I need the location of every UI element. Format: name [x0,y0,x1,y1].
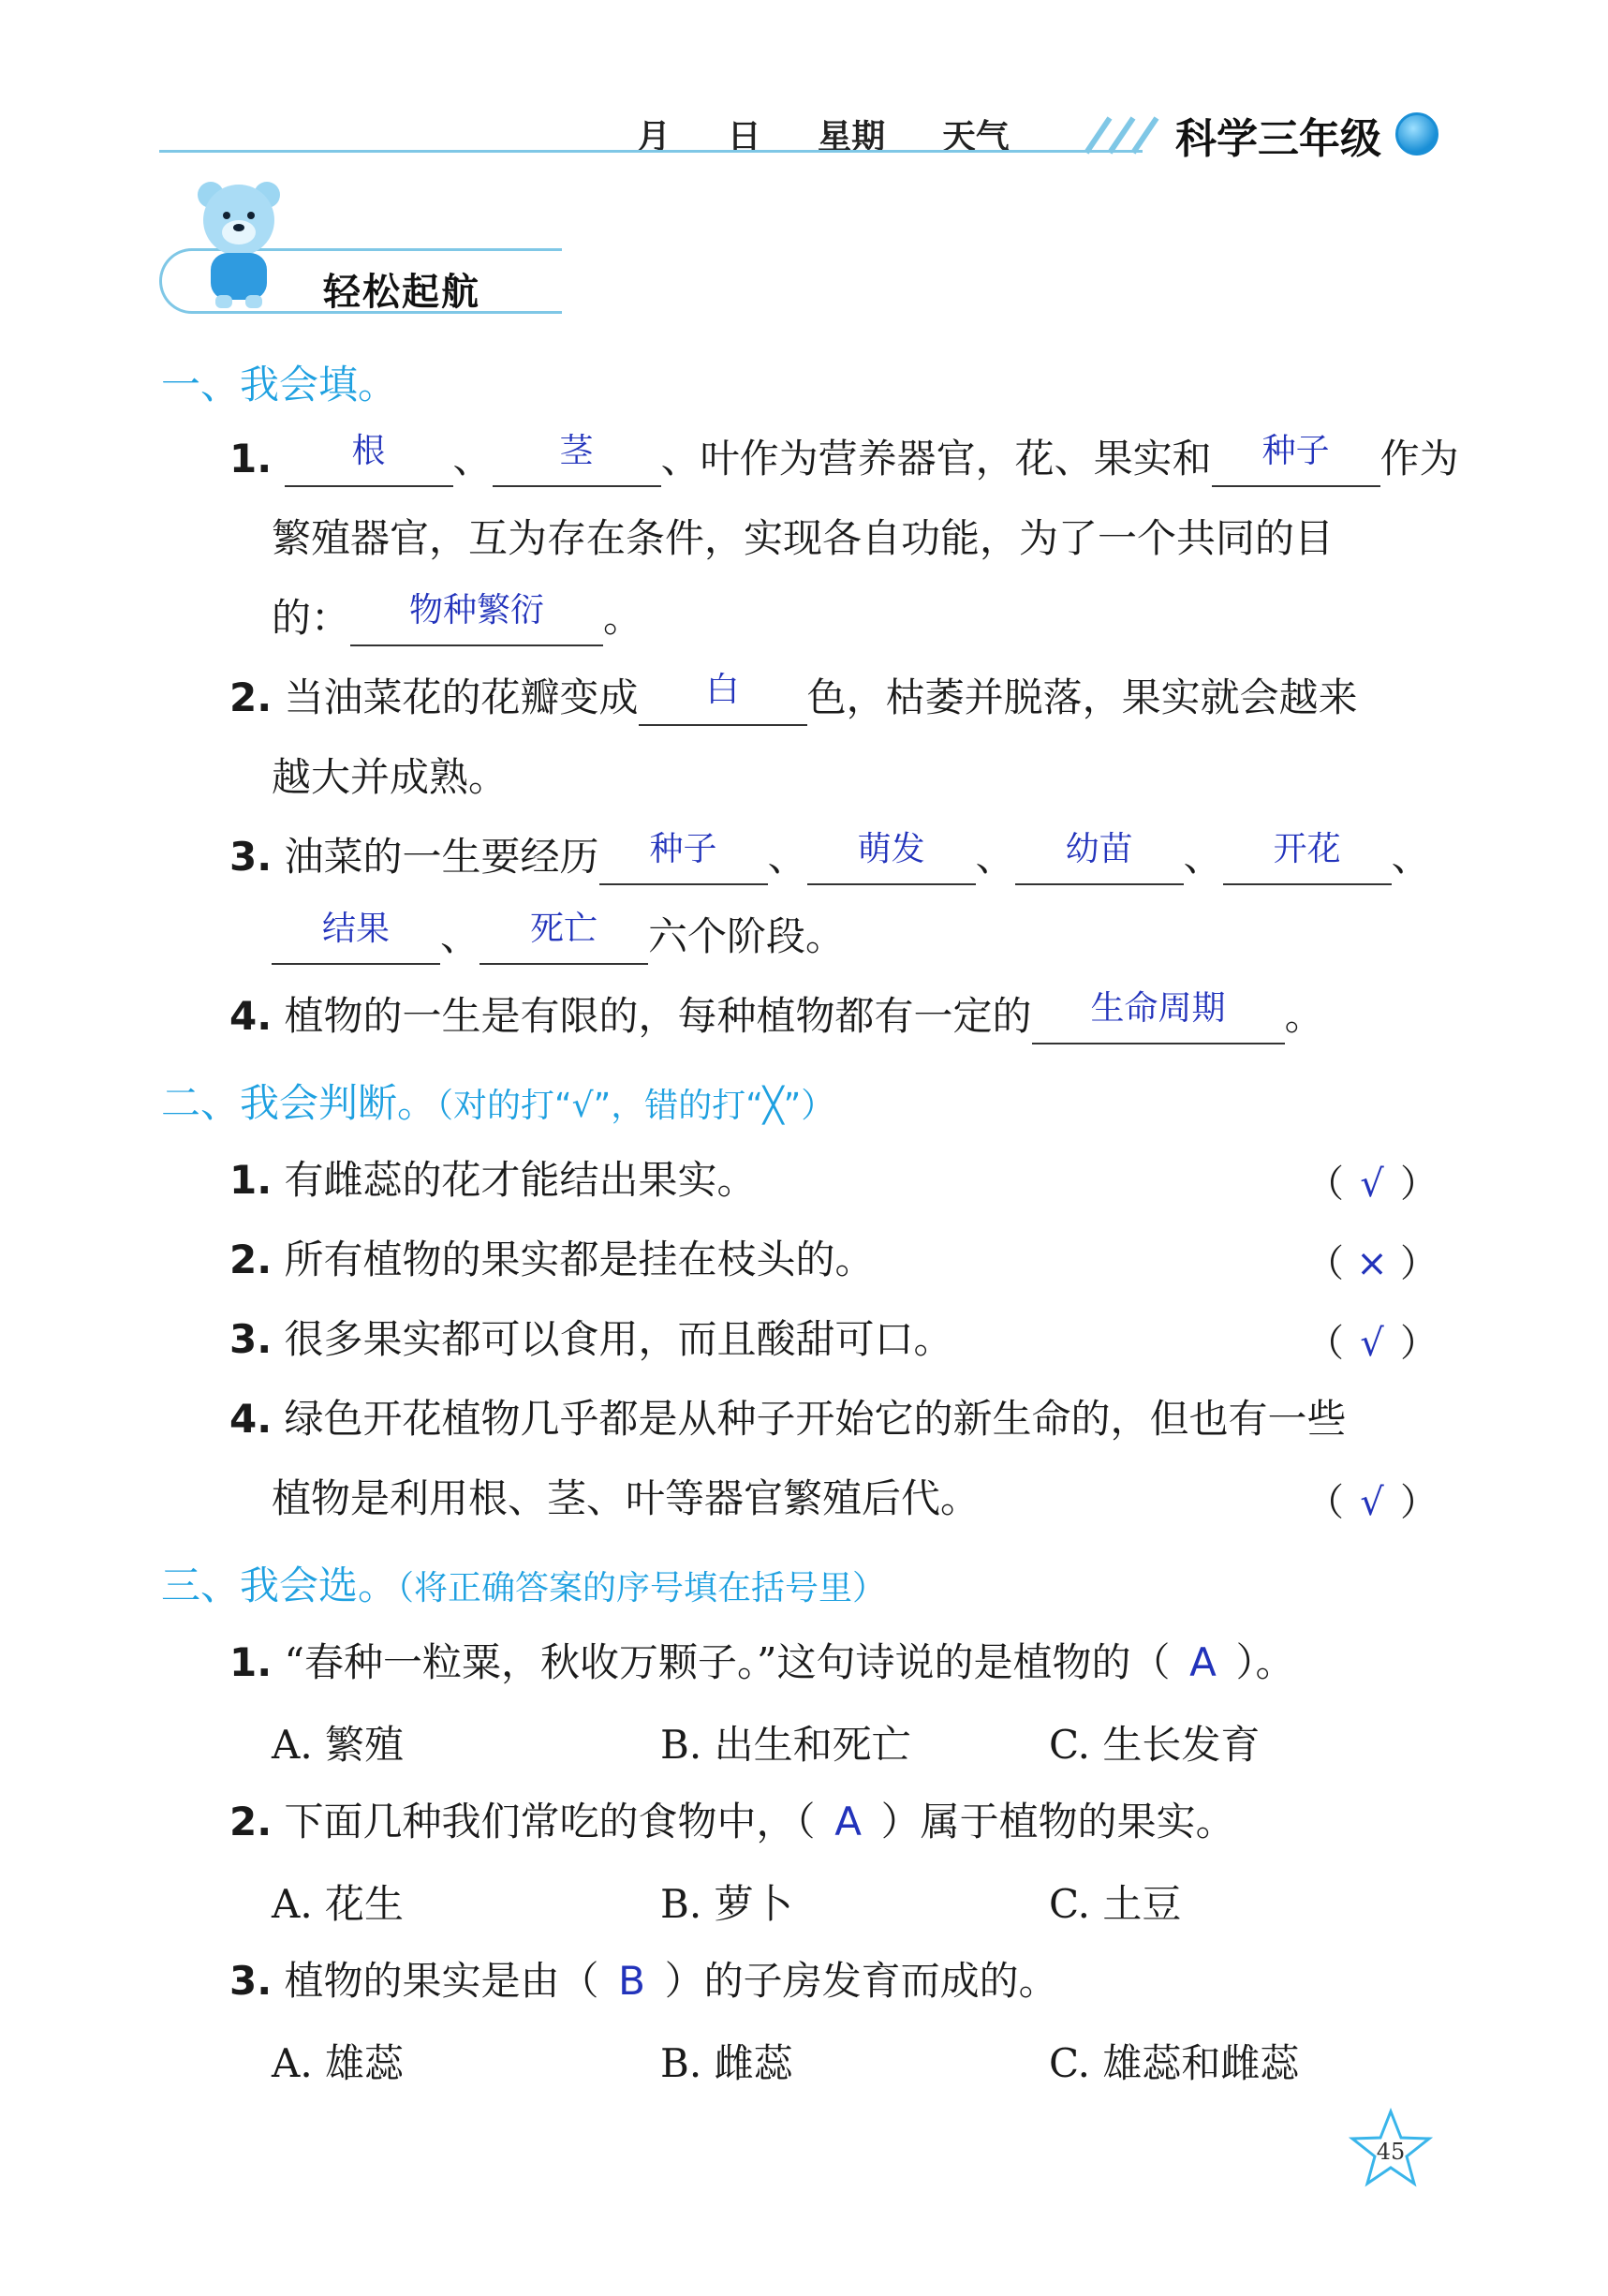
answer-blank[interactable] [599,830,768,885]
option-c[interactable]: C. 生长发育 [1049,1722,1261,1768]
answer-blank[interactable] [807,830,976,885]
judge-answer-3[interactable]: （ √ ） [1306,1322,1438,1365]
judge-answer-2[interactable]: （ × ） [1306,1242,1438,1285]
blue-dot-icon [1395,112,1438,156]
answer-text: × [1356,1242,1388,1285]
question-number: 1. [229,436,273,481]
section-choose-title: 三、我会选。 [161,1563,398,1608]
question-text: 植物的一生是有限的，每种植物都有一定的 [284,993,1032,1039]
header-rule [159,150,1143,153]
choose-item-1 [229,1635,1295,1691]
subject-title: 科学三年级 [1175,115,1381,163]
question-number: 1. [229,1639,273,1685]
answer-text: √ [1360,1322,1384,1365]
question-text: 、叶作为营养器官，花、果实和 [660,436,1212,481]
question-number: 3. [229,1958,273,2004]
question-number: 2. [229,674,273,720]
option-b[interactable]: B. 萝卜 [660,1881,793,1927]
fill-q4-line1 [229,988,1324,1044]
answer-text: 白 [705,671,740,709]
answer-text[interactable]: B [618,1958,645,2004]
question-text: 绿色开花植物几乎都是从种子开始它的新生命的，但也有一些 [284,1396,1347,1442]
choose-item-3 [229,1953,1058,2009]
choose-options-1 [272,1714,1438,1770]
question-text: 当油菜花的花瓣变成 [284,674,639,720]
question-text: 。 [603,595,643,641]
answer-text[interactable]: A [834,1799,862,1844]
option-a[interactable]: A. 雄蕊 [272,2040,405,2086]
answer-text[interactable]: A [1189,1639,1217,1685]
question-number: 2. [229,1799,273,1844]
fill-q1-line2: 繁殖器官，互为存在条件，实现各自功能，为了一个共同的目 [272,515,1335,561]
choose-item-2 [229,1794,1235,1850]
separator: 、 [767,834,807,880]
question-text: “春种一粒粟，秋收万颗子。”这句诗说的是植物的（ [284,1639,1171,1685]
answer-blank[interactable] [1015,830,1184,885]
question-text: 的： [272,595,351,641]
answer-text: 生命周期 [1090,989,1226,1028]
answer-text: 萌发 [857,830,925,868]
section-judge-heading [161,1073,834,1129]
answer-text: 死亡 [530,910,598,948]
question-number: 4. [229,993,273,1039]
answer-blank[interactable] [493,432,661,487]
section-judge-note: （对的打“√”，错的打“╳”） [436,1087,835,1125]
section-choose-heading [161,1555,886,1611]
option-b[interactable]: B. 雌蕊 [660,2040,793,2086]
question-text: 。 [1284,993,1324,1039]
choose-options-2 [272,1874,1438,1930]
question-text: 有雌蕊的花才能结出果实。 [284,1157,757,1203]
answer-text: √ [1360,1481,1384,1524]
weekday-label: 星期 [818,118,886,156]
separator: 、 [975,834,1015,880]
weather-label: 天气 [941,118,1010,156]
question-text: 六个阶段。 [648,913,846,959]
banner-title: 轻松起航 [323,271,480,314]
answer-blank[interactable] [639,671,807,726]
question-text: 作为 [1379,436,1459,481]
answer-text: 种子 [1261,432,1330,470]
fill-q2-line1 [229,670,1358,726]
judge-item-2 [229,1232,875,1288]
answer-blank[interactable] [285,432,453,487]
answer-text: 结果 [321,910,390,948]
question-text: ）属于植物的果实。 [880,1799,1235,1844]
day-label: 日 [727,118,761,156]
option-b[interactable]: B. 出生和死亡 [660,1722,911,1768]
answer-text: 根 [351,432,386,470]
option-a[interactable]: A. 花生 [272,1881,405,1927]
judge-item-4-line2: 植物是利用根、茎、叶等器官繁殖后代。 [272,1475,981,1521]
option-c[interactable]: C. 土豆 [1049,1881,1182,1927]
page-number-star-icon [1349,2108,1433,2187]
separator: 、 [1391,834,1431,880]
slashes-decoration-icon [1077,111,1161,157]
answer-text: 茎 [559,432,594,470]
fill-q1-line3 [272,590,642,646]
answer-blank[interactable] [1032,989,1285,1044]
answer-text: √ [1360,1163,1384,1206]
question-text: 油菜的一生要经历 [284,834,599,880]
answer-blank[interactable] [272,910,440,965]
option-c[interactable]: C. 雄蕊和雌蕊 [1049,2040,1300,2086]
fill-q3-line1 [229,829,1431,885]
answer-text: 种子 [649,830,717,868]
judge-answer-1[interactable]: （ √ ） [1306,1163,1438,1206]
question-text: 很多果实都可以食用，而且酸甜可口。 [284,1316,953,1362]
question-text: 下面几种我们常吃的食物中，（ [284,1799,816,1844]
question-text: ）。 [1235,1639,1295,1685]
separator: 、 [452,436,493,481]
answer-text: 开花 [1273,830,1341,868]
answer-text: 幼苗 [1065,830,1133,868]
question-text: 所有植物的果实都是挂在枝头的。 [284,1237,875,1282]
answer-blank[interactable] [350,591,603,646]
separator: 、 [440,913,480,959]
judge-item-1 [229,1152,757,1208]
section-fill-heading: 一、我会填。 [161,362,398,407]
fill-q3-line2 [272,909,845,965]
month-label: 月 [637,118,671,156]
question-number: 3. [229,1316,273,1362]
separator: 、 [1183,834,1223,880]
answer-blank[interactable] [1223,830,1392,885]
question-number: 1. [229,1157,273,1203]
fill-q1-line1 [229,431,1459,487]
judge-item-3 [229,1311,953,1368]
section-judge-title: 二、我会判断。 [161,1080,437,1126]
question-text: 色，枯萎并脱落，果实就会越来 [806,674,1358,720]
question-number: 3. [229,834,273,880]
answer-blank[interactable] [479,910,648,965]
bear-mascot-icon [187,178,290,309]
question-text: ）的子房发育而成的。 [664,1958,1058,2004]
question-text: 植物的果实是由（ [284,1958,599,2004]
judge-item-4 [229,1391,1347,1447]
page-number: 45 [1376,2139,1406,2165]
answer-text: 物种繁衍 [409,591,545,630]
answer-blank[interactable] [1212,432,1380,487]
section-choose-note: （将正确答案的序号填在括号里） [397,1569,887,1607]
option-a[interactable]: A. 繁殖 [272,1722,405,1768]
choose-options-3 [272,2033,1438,2089]
judge-answer-4[interactable]: （ √ ） [1306,1481,1438,1524]
question-number: 2. [229,1237,273,1282]
fill-q2-line2: 越大并成熟。 [272,754,509,800]
question-number: 4. [229,1396,273,1442]
